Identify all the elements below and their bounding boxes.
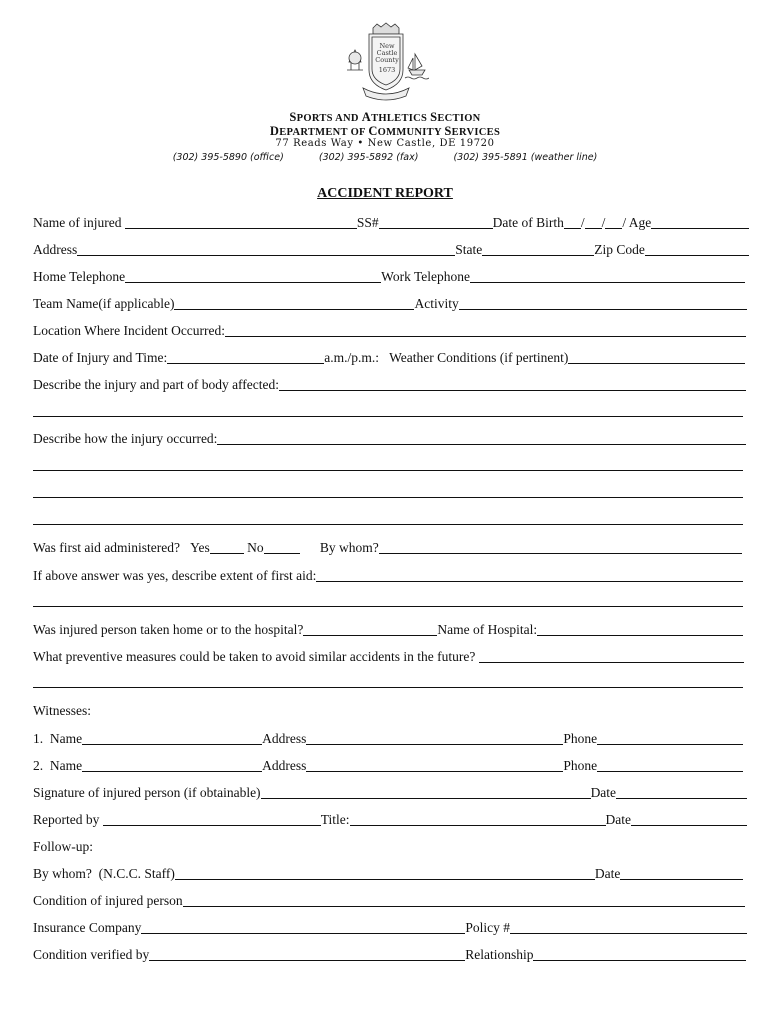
label-policy: Policy # bbox=[465, 920, 510, 935]
field-first-aid-extent[interactable] bbox=[316, 567, 743, 582]
label-witness-2-address: Address bbox=[262, 758, 307, 773]
field-home-telephone[interactable] bbox=[125, 268, 381, 283]
label-follow-up: Follow-up: bbox=[33, 839, 94, 854]
field-weather[interactable] bbox=[568, 349, 745, 364]
label-follow-up-date: Date bbox=[594, 866, 621, 881]
label-age: / Age bbox=[622, 215, 652, 230]
label-weather: Weather Conditions (if pertinent) bbox=[389, 350, 569, 365]
seal-text-year: 1673 bbox=[378, 66, 396, 74]
label-insurance-company: Insurance Company bbox=[33, 920, 142, 935]
field-zip-code[interactable] bbox=[645, 241, 749, 256]
field-by-whom[interactable] bbox=[379, 539, 742, 554]
blank-line[interactable] bbox=[33, 470, 743, 471]
field-reported-by[interactable] bbox=[103, 811, 321, 826]
field-dob-month[interactable] bbox=[564, 214, 581, 229]
field-witness-1-name[interactable] bbox=[82, 730, 262, 745]
row-first-aid-extent bbox=[33, 564, 743, 584]
label-ss: SS# bbox=[356, 215, 379, 230]
label-witness-1-address: Address bbox=[262, 731, 307, 746]
label-home-telephone: Home Telephone bbox=[33, 269, 126, 284]
seal-text-new: New bbox=[379, 42, 395, 50]
field-signature-date[interactable] bbox=[616, 784, 747, 799]
label-yes: Yes bbox=[190, 540, 210, 555]
blank-line[interactable] bbox=[33, 416, 743, 417]
row-reported-by bbox=[33, 808, 747, 828]
row-witness-2 bbox=[33, 754, 743, 774]
label-no: No bbox=[247, 540, 264, 555]
row-condition bbox=[33, 889, 745, 909]
row-team-activity bbox=[33, 292, 747, 312]
label-injury-description: Describe the injury and part of body affected: bbox=[33, 377, 280, 392]
label-name-of-injured: Name of injured bbox=[33, 215, 122, 230]
form-title: ACCIDENT REPORT bbox=[317, 186, 453, 201]
row-injury-description bbox=[33, 373, 746, 393]
row-how-occurred bbox=[33, 427, 746, 447]
field-location[interactable] bbox=[225, 322, 746, 337]
field-preventive-measures[interactable] bbox=[479, 648, 744, 663]
label-witness-1-name: 1. Name bbox=[33, 731, 83, 746]
field-witness-2-phone[interactable] bbox=[597, 757, 743, 772]
label-condition-verified-by: Condition verified by bbox=[33, 947, 150, 962]
label-first-aid-extent: If above answer was yes, describe extent of first aid: bbox=[33, 568, 317, 583]
label-work-telephone: Work Telephone bbox=[381, 269, 470, 284]
label-witness-2-phone: Phone bbox=[563, 758, 598, 773]
field-team-name[interactable] bbox=[174, 295, 414, 310]
label-team-name: Team Name(if applicable) bbox=[33, 296, 175, 311]
row-location bbox=[33, 319, 746, 339]
row-verified bbox=[33, 943, 746, 963]
field-condition-verified-by[interactable] bbox=[149, 946, 465, 961]
field-insurance-company[interactable] bbox=[141, 919, 465, 934]
label-witnesses: Witnesses: bbox=[33, 703, 91, 718]
weather-line-phone: (302) 395-5891 (weather line) bbox=[453, 152, 598, 163]
row-name-ss-dob: Name of injured SS# Date of Birth / / / Age bbox=[33, 211, 749, 231]
label-witness-2-name: 2. Name bbox=[33, 758, 83, 773]
field-name-of-injured[interactable] bbox=[125, 214, 357, 229]
field-taken-home-or-hospital[interactable] bbox=[303, 621, 437, 636]
blank-line[interactable] bbox=[33, 606, 743, 607]
row-witness-1 bbox=[33, 727, 743, 747]
label-preventive-measures: What preventive measures could be taken to avoid similar accidents in the future? bbox=[33, 649, 476, 664]
field-work-telephone[interactable] bbox=[470, 268, 745, 283]
fax-phone: (302) 395-5892 (fax) bbox=[318, 152, 419, 163]
label-activity: Activity bbox=[414, 296, 459, 311]
label-reported-by: Reported by bbox=[33, 812, 100, 827]
field-how-occurred[interactable] bbox=[217, 430, 746, 445]
field-witness-2-address[interactable] bbox=[306, 757, 563, 772]
row-address bbox=[33, 238, 749, 258]
field-address[interactable] bbox=[77, 241, 455, 256]
field-reported-date[interactable] bbox=[631, 811, 747, 826]
department-heading: DEPARTMENT OF COMMUNITY SERVICES bbox=[269, 124, 501, 138]
field-dob-year[interactable] bbox=[605, 214, 622, 229]
label-how-occurred: Describe how the injury occurred: bbox=[33, 431, 218, 446]
phone-numbers bbox=[0, 152, 770, 163]
label-first-aid-question: Was first aid administered? bbox=[33, 540, 180, 555]
row-witnesses bbox=[33, 699, 749, 719]
field-yes[interactable] bbox=[210, 539, 244, 554]
label-zip-code: Zip Code bbox=[594, 242, 645, 257]
blank-line[interactable] bbox=[33, 497, 743, 498]
label-reported-date: Date bbox=[605, 812, 632, 827]
label-relationship: Relationship bbox=[465, 947, 534, 962]
label-signature-date: Date bbox=[590, 785, 617, 800]
row-insurance bbox=[33, 916, 747, 936]
label-taken-home-or-hospital: Was injured person taken home or to the hospital? bbox=[33, 622, 304, 637]
label-by-whom: By whom? bbox=[319, 540, 379, 555]
field-policy[interactable] bbox=[510, 919, 747, 934]
row-follow-up bbox=[33, 835, 749, 855]
label-title: Title: bbox=[320, 812, 350, 827]
field-witness-1-address[interactable] bbox=[306, 730, 563, 745]
field-date-time[interactable] bbox=[167, 349, 324, 364]
label-state: State bbox=[455, 242, 483, 257]
label-by-whom-staff: By whom? (N.C.C. Staff) bbox=[33, 866, 175, 881]
label-location: Location Where Incident Occurred: bbox=[33, 323, 226, 338]
field-ss[interactable] bbox=[379, 214, 493, 229]
field-follow-up-date[interactable] bbox=[620, 865, 743, 880]
field-dob-day[interactable] bbox=[585, 214, 602, 229]
field-by-whom-staff[interactable] bbox=[175, 865, 595, 880]
field-no[interactable] bbox=[264, 539, 300, 554]
department-address: 77 Reads Way • New Castle, DE 19720 bbox=[275, 138, 495, 149]
row-first-aid bbox=[33, 536, 742, 556]
label-address: Address bbox=[33, 242, 78, 257]
label-date-time: Date of Injury and Time: bbox=[33, 350, 168, 365]
row-preventive bbox=[33, 645, 744, 665]
field-condition[interactable] bbox=[183, 892, 745, 907]
label-am-pm: a.m./p.m.: bbox=[324, 350, 379, 365]
field-injury-description[interactable] bbox=[279, 376, 746, 391]
label-name-of-hospital: Name of Hospital: bbox=[437, 622, 538, 637]
row-date-time-weather bbox=[33, 346, 745, 366]
field-state[interactable] bbox=[482, 241, 594, 256]
field-name-of-hospital[interactable] bbox=[537, 621, 743, 636]
field-relationship[interactable] bbox=[533, 946, 746, 961]
field-witness-1-phone[interactable] bbox=[597, 730, 743, 745]
field-activity[interactable] bbox=[459, 295, 747, 310]
blank-line[interactable] bbox=[33, 687, 743, 688]
seal-text-county: County bbox=[375, 56, 399, 64]
field-signature[interactable] bbox=[261, 784, 591, 799]
label-condition: Condition of injured person bbox=[33, 893, 183, 908]
row-hospital bbox=[33, 618, 743, 638]
field-title[interactable] bbox=[350, 811, 606, 826]
row-by-whom-staff bbox=[33, 862, 743, 882]
field-age[interactable] bbox=[651, 214, 749, 229]
label-signature: Signature of injured person (if obtainable) bbox=[33, 785, 261, 800]
field-witness-2-name[interactable] bbox=[82, 757, 262, 772]
row-telephone bbox=[33, 265, 745, 285]
office-phone: (302) 395-5890 (office) bbox=[172, 152, 284, 163]
seal-text-castle: Castle bbox=[376, 49, 398, 57]
section-heading: SPORTS AND ATHLETICS SECTION bbox=[289, 110, 481, 124]
blank-line[interactable] bbox=[33, 524, 743, 525]
label-witness-1-phone: Phone bbox=[563, 731, 598, 746]
row-signature bbox=[33, 781, 747, 801]
label-date-of-birth: Date of Birth bbox=[492, 215, 564, 230]
